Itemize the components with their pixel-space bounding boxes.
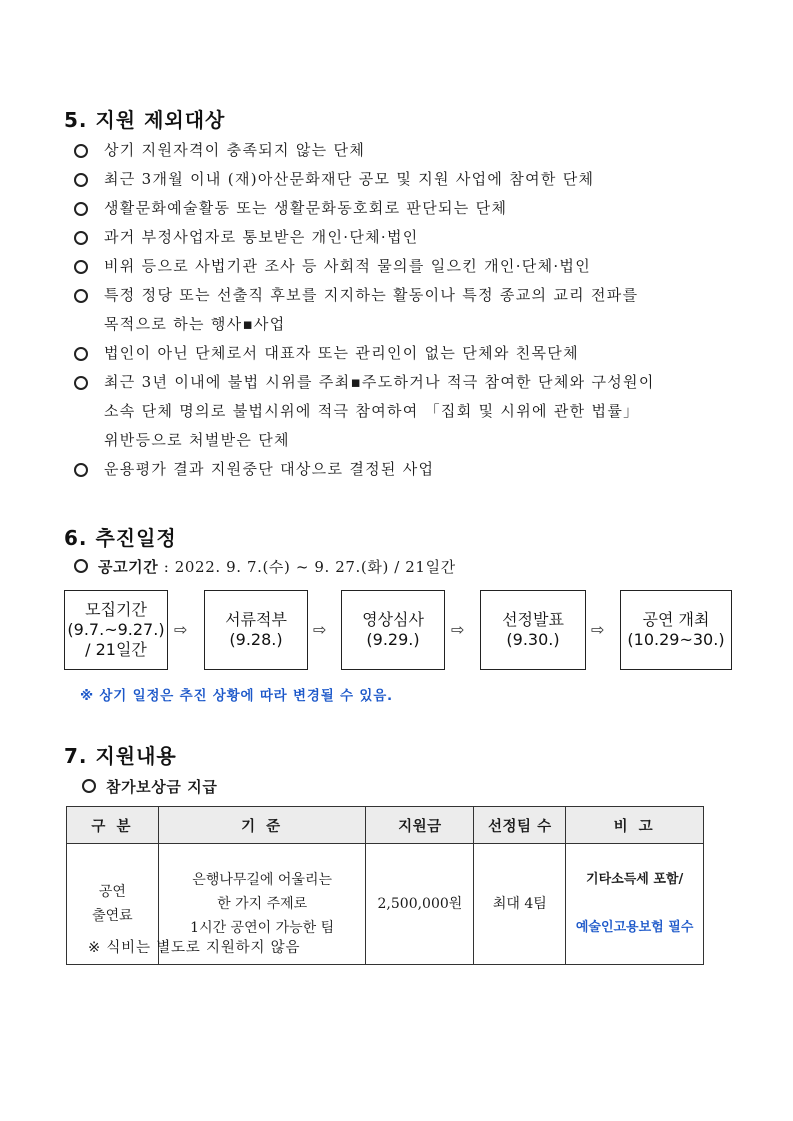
list-item: 최근 3개월 이내 (재)아산문화재단 공모 및 지원 사업에 참여한 단체 (74, 165, 754, 194)
circle-bullet-icon (74, 559, 88, 573)
exclusion-list (74, 136, 754, 484)
arrow-right-icon: ⇨ (174, 620, 188, 639)
remark-cell (566, 844, 704, 965)
category-cell: 공연 출연료 (67, 844, 159, 965)
circle-bullet-icon (74, 173, 88, 187)
amount-cell: 2,500,000원 (366, 844, 474, 965)
circle-bullet-icon (74, 202, 88, 216)
circle-bullet-icon (74, 463, 88, 477)
schedule-step-document: 서류적부 (9.28.) (204, 590, 308, 670)
column-header: 선정팀 수 (474, 807, 566, 844)
meal-note: ※ 식비는 별도로 지원하지 않음 (88, 940, 301, 956)
circle-bullet-icon (74, 144, 88, 158)
circle-bullet-icon (74, 289, 88, 303)
schedule-flow (64, 590, 732, 674)
arrow-right-icon: ⇨ (313, 620, 327, 639)
list-item: 특정 정당 또는 선출직 후보를 지지하는 활동이나 특정 종교의 교리 전파를 목적으로 하는 행사▪사업 (74, 281, 754, 339)
schedule-step-performance: 공연 개최 (10.29~30.) (620, 590, 732, 670)
schedule-step-recruit: 모집기간 (9.7.~9.27.) / 21일간 (64, 590, 168, 670)
circle-bullet-icon (74, 260, 88, 274)
remark-tax: 기타소득세 포함/ (586, 872, 684, 887)
column-header: 지원금 (366, 807, 474, 844)
list-item: 생활문화예술활동 또는 생활문화동호회로 판단되는 단체 (74, 194, 754, 223)
period-value: : 2022. 9. 7.(수) ~ 9. 27.(화) / 21일간 (163, 558, 456, 576)
list-item: 상기 지원자격이 충족되지 않는 단체 (74, 136, 754, 165)
column-header: 비 고 (566, 807, 704, 844)
column-header: 구 분 (67, 807, 159, 844)
schedule-step-video: 영상심사 (9.29.) (341, 590, 445, 670)
list-item: 운용평가 결과 지원중단 대상으로 결정된 사업 (74, 455, 754, 484)
announcement-period (74, 556, 456, 577)
list-item: 법인이 아닌 단체로서 대표자 또는 관리인이 없는 단체와 친목단체 (74, 339, 754, 368)
circle-bullet-icon (74, 231, 88, 245)
remark-insurance: 예술인고용보험 필수 (575, 920, 694, 935)
reward-subtitle: 참가보상금 지급 (82, 776, 217, 797)
teams-cell: 최대 4팀 (474, 844, 566, 965)
period-label: 공고기간 (98, 558, 159, 576)
section6-title: 6. 추진일정 (64, 526, 177, 550)
circle-bullet-icon (74, 347, 88, 361)
schedule-note: ※ 상기 일정은 추진 상황에 따라 변경될 수 있음. (80, 688, 393, 704)
arrow-right-icon: ⇨ (591, 620, 605, 639)
section7-title: 7. 지원내용 (64, 744, 177, 768)
column-header: 기 준 (158, 807, 366, 844)
circle-bullet-icon (74, 376, 88, 390)
schedule-step-announce: 선정발표 (9.30.) (480, 590, 586, 670)
circle-bullet-icon (82, 779, 96, 793)
criteria-cell: 은행나무길에 어울리는 한 가지 주제로 1시간 공연이 가능한 팀 (158, 844, 366, 965)
table-header-row (67, 807, 704, 844)
list-item: 과거 부정사업자로 통보받은 개인·단체·법인 (74, 223, 754, 252)
section5-title: 5. 지원 제외대상 (64, 108, 226, 132)
list-item: 최근 3년 이내에 불법 시위를 주최▪주도하거나 적극 참여한 단체와 구성원이 소속 단체 명의로 불법시위에 적극 참여하여 「집회 및 시위에 관한 법률」 위반등으로 처벌받은 단체 (74, 368, 754, 455)
arrow-right-icon: ⇨ (451, 620, 465, 639)
list-item: 비위 등으로 사법기관 조사 등 사회적 물의를 일으킨 개인·단체·법인 (74, 252, 754, 281)
